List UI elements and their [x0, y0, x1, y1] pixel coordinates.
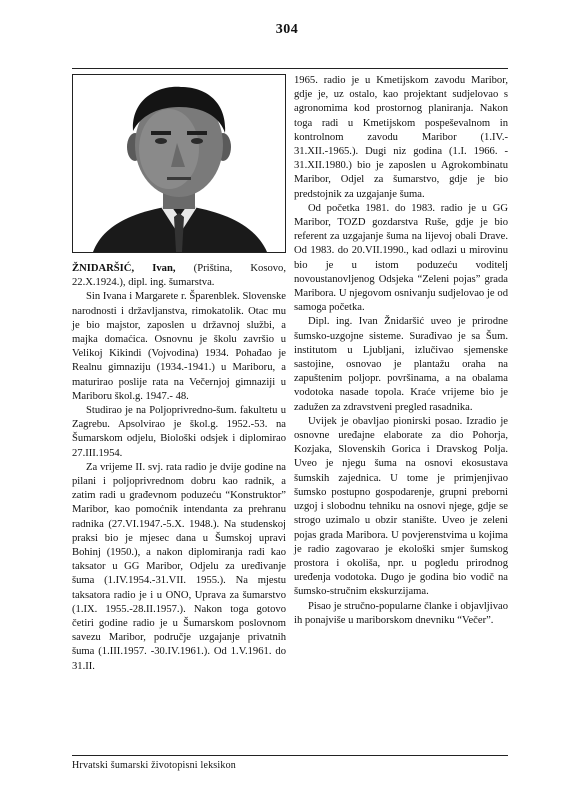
footer-rule [72, 755, 508, 756]
footer-title: Hrvatski šumarski životopisni leksikon [72, 760, 236, 771]
entry-birth-info: (Priština, Kosovo, 22.X.1924.), dipl. ing. šumarstva. [72, 263, 286, 289]
paragraph-career-start: Za vrijeme II. svj. rata radio je dvije godine na pilani i poljoprivrednom dobru kao radnik, a zatim radi u građevnom poduzeću “Konstruktor” Maribor, kao pomoćnik intendanta za prehranu radnika (27.VI.1947.-5.X. 1948.). Na studenskoj praksi bio je mjesec dana u Šumskoj upravi Bohinj (1950.), a nakon diplomiranja radi kao taksator u GG Maribor, Odjelu za uređivanje šuma (1.IV.1954.-31.VII. 1955.). Na mjestu taksatora radio je i u ONO, Uprava za šumarstvo (1.IX. 1955.-28.II.1957.). Nakon toga gotovo četiri godine radio je u Šumarskom poslovnom savezu Maribor, područje uzgajanje privatnih šuma (1.III.1957. -30.IV.1961.). Od 1.V.1961. do 31.II. [72, 461, 286, 672]
paragraph-pioneer-work: Uvijek je obavljao pionirski posao. Izradio je osnovne uređajne elaborate za dio Pohorja, Kozjaka, Slovenskih Gorica i Dravskog Polja. Uvео je njegu šuma na osnovi ekosustava šumskih zajednica. U tome je primjenjivao šumsko postupno gospodarenje, grupni preborni uzgoj i slobodnu tehniku na osnovi njege, gdje se strogo uzimalo u obzir stanište. Uveo je zeleni pojas grada Maribora. U povjerenstvima u kojima je radio zagovarao je ekološki smjer šumskog prostora i okoliša, npr. u pogledu prirodnog uređenja vodotoka. Dugo je godina bio vodič na šumsko-stručnim ekskurzijama. [294, 415, 508, 598]
portrait-image [73, 75, 285, 252]
entry-name: ŽNIDARŠIĆ, Ivan, [72, 263, 176, 274]
page-number: 304 [275, 22, 299, 37]
left-column [72, 262, 286, 674]
right-column [294, 74, 508, 628]
paragraph-publications: Pisao je stručno-popularne članke i objavljivao ih ponajviše u mariborskom dnevniku “Večer”. [294, 600, 508, 626]
paragraph-studies: Studirao je na Poljoprivredno-šum. fakultetu u Zagrebu. Apsolvirao je škol.g. 1952.-53. na Šumarskom odjelu, Biološki odsjek i diplomirao 27.III.1954. [72, 405, 286, 459]
entry-intro [72, 262, 286, 290]
paragraph-origin: Sin Ivana i Margarete r. Šparenblek. Slovenske narodnosti i državljanstva, rimokatolik. Otac mu je bio majstor, zaposlen u državnoj službi, a majka domaćica. Osnovnu je školu završio u Velikoj Kikindi (Vojvodina) 1934. Pohađao je Realnu gimnaziju (1934.-1941.) u Mariboru, a maturirao poslije rata na Večernjoj gimnaziji u Mariboru škol.g. 1947.- 48. [72, 291, 286, 402]
header-rule [72, 68, 508, 69]
paragraph-contributions: Dipl. ing. Ivan Žnidaršić uveo je prirodne šumsko-uzgojne sisteme. Surađivao je sa Šum. institutom u Ljubljani, izlučivao sjemenske sastojine, osnovao je plantažu oraha na zapuštenim poljopr. površinama, a na obalama vodotoka nasade topola. Kraće vrijeme bio je zadužen za zdravstveni pregled rasadnika. [294, 316, 508, 413]
portrait-photo [72, 74, 286, 253]
paragraph-later-career: Od početka 1981. do 1983. radio je u GG Maribor, TOZD gozdarstva Ruše, gdje je bio referent za uzgajanje šuma na lijevoj obali Drave. Od 1983. do 20.VII.1990., kad odlazi u mirovinu bio je u istom poduzeću voditelj novoustanovljenog Odsjeka “Zeleni pojas” grada Maribora. U njegovom osnivanju sudjelovao je od samoga početka. [294, 202, 508, 314]
paragraph-career-continued: 1965. radio je u Kmetijskom zavodu Maribor, gdje je, uz ostalo, kao projektant sudjelovao s agronomima kod prostornog planiranja. Nakon toga radi u Kmetijskom pospeševalnom in kontrolnom zavodu Maribor (1.IV.- 31.XII.-1965.). Dugi niz godina (1.I. 1966. - 31.XII.1980.) bio je zaposlen u Agrokombinatu Maribor, Odjel za šumarstvo, gdje je bio predstojnik za uzgajanje šuma. [294, 75, 508, 200]
